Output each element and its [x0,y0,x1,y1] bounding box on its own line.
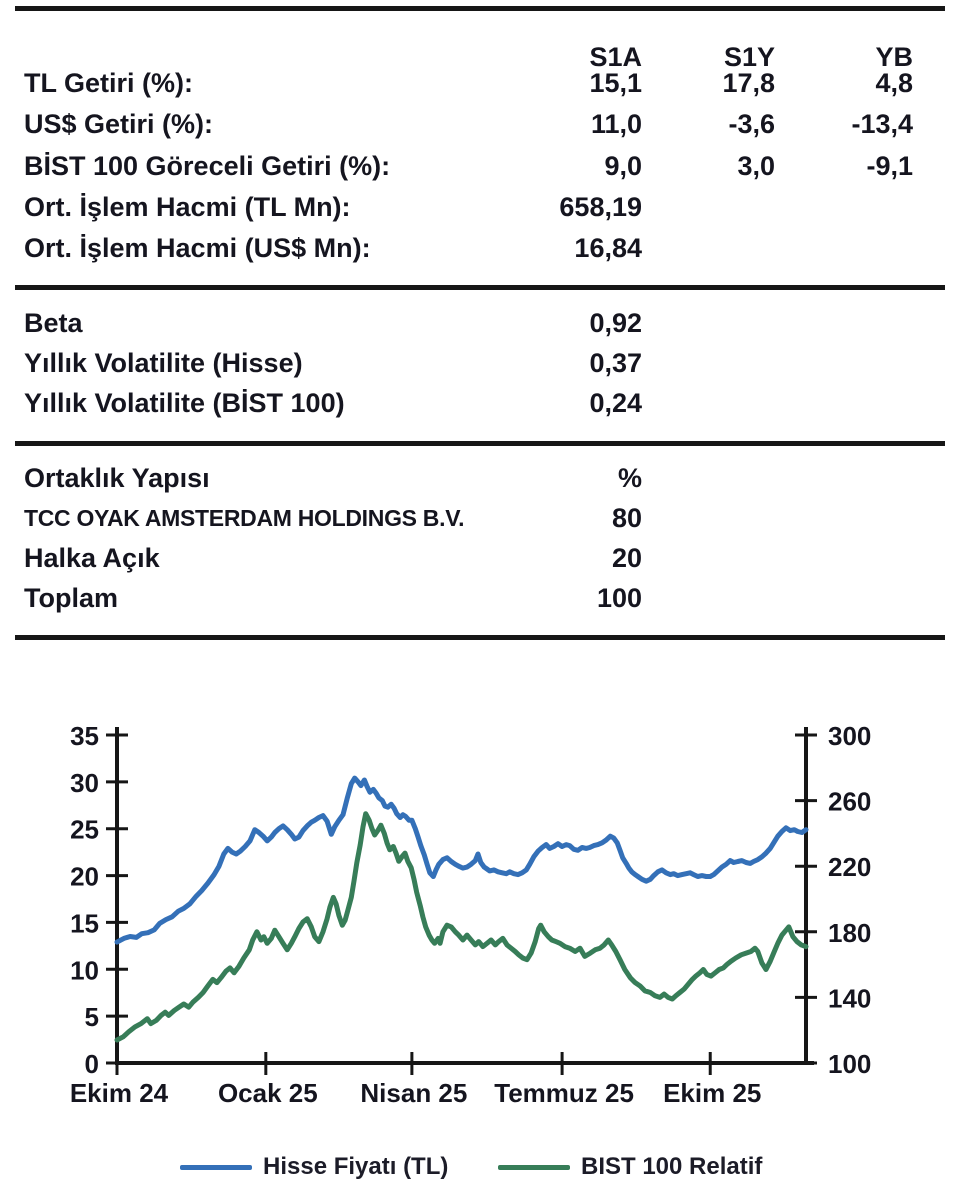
table-row [0,306,960,340]
table-row [0,501,960,535]
column-header-yb: YB [875,42,913,72]
row-label: BİST 100 Göreceli Getiri (%): [24,151,391,181]
cell-value: 0,24 [589,388,642,418]
cell-value: 0,37 [589,348,642,378]
svg-text:140: 140 [828,983,872,1014]
cell-s1y: 3,0 [737,151,775,181]
row-label: TCC OYAK AMSTERDAM HOLDINGS B.V. [24,505,465,531]
ownership-header-row [0,461,960,495]
legend-label: Hisse Fiyatı (TL) [263,1153,449,1180]
svg-text:Ocak 25: Ocak 25 [217,1078,318,1108]
svg-text:Temmuz 25: Temmuz 25 [494,1078,634,1108]
table-row [0,107,960,141]
cell-s1y: -3,6 [728,109,775,139]
legend-item-relative [498,1152,762,1182]
svg-text:5: 5 [84,1002,99,1033]
row-label: Ort. İşlem Hacmi (TL Mn): [24,192,351,222]
row-label: TL Getiri (%): [24,68,194,98]
cell-yb: -13,4 [851,109,913,139]
cell-s1a: 11,0 [590,109,642,139]
svg-text:260: 260 [828,786,872,817]
row-label: Yıllık Volatilite (Hisse) [24,348,303,378]
divider-ownership-bottom [15,635,945,640]
cell-s1a: 658,19 [559,192,642,222]
relative-line-swatch [498,1165,570,1170]
row-label: Ort. İşlem Hacmi (US$ Mn): [24,233,371,263]
svg-text:25: 25 [70,814,99,845]
row-label: Yıllık Volatilite (BİST 100) [24,388,345,418]
svg-text:Ekim 24: Ekim 24 [69,1078,169,1108]
cell-value: 80 [611,503,642,533]
cell-s1a: 15,1 [589,68,642,98]
svg-text:20: 20 [70,861,99,892]
cell-value: 100 [596,583,642,613]
table-row [0,66,960,100]
section-title: Ortaklık Yapısı [24,463,210,493]
cell-value: 0,92 [589,308,642,338]
svg-text:30: 30 [70,767,99,798]
row-label: Toplam [24,583,118,613]
divider-returns-bottom [15,285,945,290]
table-row [0,581,960,615]
cell-s1a: 16,84 [574,233,642,263]
legend-item-price [180,1152,448,1182]
table-row [0,190,960,224]
table-row [0,149,960,183]
divider-top [15,6,945,11]
svg-text:10: 10 [70,955,99,986]
divider-risk-bottom [15,441,945,446]
svg-text:15: 15 [70,908,99,939]
cell-s1y: 17,8 [722,68,775,98]
cell-yb: 4,8 [875,68,913,98]
cell-yb: -9,1 [866,151,913,181]
column-header-s1y: S1Y [723,42,775,72]
table-row [0,346,960,380]
svg-text:Nisan 25: Nisan 25 [360,1078,468,1108]
price-line-swatch [180,1165,252,1170]
svg-text:300: 300 [828,721,872,751]
svg-text:220: 220 [828,852,872,883]
svg-text:100: 100 [828,1049,872,1079]
row-label: US$ Getiri (%): [24,109,214,139]
cell-value: 20 [611,543,642,573]
table-row [0,231,960,265]
legend-label: BIST 100 Relatif [581,1153,763,1180]
column-header-percent: % [617,463,642,493]
table-row [0,386,960,420]
svg-text:0: 0 [84,1049,99,1079]
svg-text:Ekim 25: Ekim 25 [663,1078,762,1108]
table-row [0,541,960,575]
svg-text:180: 180 [828,917,872,948]
column-header-s1a: S1A [589,42,642,72]
cell-s1a: 9,0 [604,151,642,181]
row-label: Halka Açık [24,543,160,573]
row-label: Beta [24,308,83,338]
price-chart [0,660,960,1120]
svg-text:35: 35 [70,721,99,751]
